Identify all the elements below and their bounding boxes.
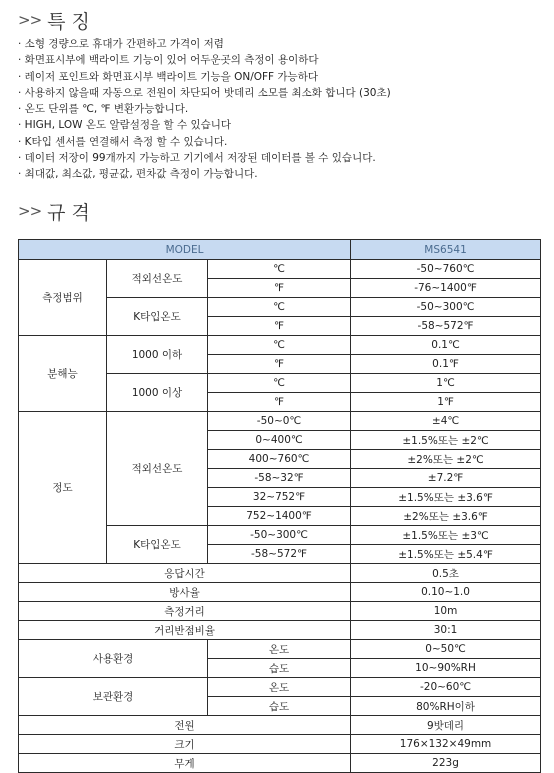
feature-item: · 사용하지 않을때 자동으로 전원이 차단되어 밧데리 소모를 최소화 합니다 (30초) bbox=[18, 86, 391, 99]
unit-cell: ℃ bbox=[208, 298, 351, 317]
value-cell: ±4℃ bbox=[351, 412, 541, 431]
unit-cell: ℃ bbox=[208, 336, 351, 355]
table-row bbox=[19, 583, 541, 602]
ds-ratio-label: 거리반점비율 bbox=[19, 621, 351, 640]
value-cell: -50~760℃ bbox=[351, 260, 541, 279]
table-row bbox=[19, 412, 541, 431]
features-heading bbox=[18, 8, 90, 32]
table-row bbox=[19, 564, 541, 583]
feature-item: · 화면표시부에 백라이트 기능이 있어 어두운곳의 측정이 용이하다 bbox=[18, 54, 319, 67]
value-cell: 1℃ bbox=[351, 374, 541, 393]
resolution-under-label: 1000 이하 bbox=[107, 336, 208, 374]
table-row bbox=[19, 602, 541, 621]
unit-cell: ℉ bbox=[208, 279, 351, 298]
spec-table bbox=[18, 239, 541, 773]
spec-title: 규 격 bbox=[47, 201, 90, 224]
range-cell: -58~32℉ bbox=[208, 469, 351, 488]
storage-temp-value: -20~60℃ bbox=[351, 678, 541, 697]
table-row bbox=[19, 336, 541, 355]
features-list bbox=[18, 36, 391, 183]
value-cell: -58~572℉ bbox=[351, 317, 541, 336]
operating-temp-label: 온도 bbox=[208, 640, 351, 659]
emissivity-value: 0.10~1.0 bbox=[351, 583, 541, 602]
range-label: 측정범위 bbox=[19, 260, 107, 336]
unit-cell: ℉ bbox=[208, 393, 351, 412]
response-time-value: 0.5초 bbox=[351, 564, 541, 583]
value-cell: ±2%또는 ±2℃ bbox=[351, 450, 541, 469]
range-k-label: K타입온도 bbox=[107, 298, 208, 336]
model-value: MS6541 bbox=[351, 240, 541, 260]
feature-item: · 레이저 포인트와 화면표시부 백라이트 기능을 ON/OFF 가능하다 bbox=[18, 70, 318, 83]
value-cell: 0.1℉ bbox=[351, 355, 541, 374]
accuracy-k-label: K타입온도 bbox=[107, 526, 208, 564]
distance-label: 측정거리 bbox=[19, 602, 351, 621]
storage-temp-label: 온도 bbox=[208, 678, 351, 697]
value-cell: ±2%또는 ±3.6℉ bbox=[351, 507, 541, 526]
value-cell: -50~300℃ bbox=[351, 298, 541, 317]
storage-humidity-value: 80%RH이하 bbox=[351, 697, 541, 716]
size-value: 176×132×49mm bbox=[351, 735, 541, 754]
feature-item: · 데이터 저장이 99개까지 가능하고 기기에서 저장된 데이터를 볼 수 있습니다. bbox=[18, 152, 376, 165]
operating-humidity-label: 습도 bbox=[208, 659, 351, 678]
feature-item: · HIGH, LOW 온도 알람설정을 할 수 있습니다 bbox=[18, 119, 232, 132]
value-cell: ±1.5%또는 ±3℃ bbox=[351, 526, 541, 545]
operating-label: 사용환경 bbox=[19, 640, 208, 678]
accuracy-ir-label: 적외선온도 bbox=[107, 412, 208, 526]
operating-temp-value: 0~50℃ bbox=[351, 640, 541, 659]
value-cell: ±1.5%또는 ±2℃ bbox=[351, 431, 541, 450]
size-label: 크기 bbox=[19, 735, 351, 754]
operating-humidity-value: 10~90%RH bbox=[351, 659, 541, 678]
value-cell: 1℉ bbox=[351, 393, 541, 412]
table-row bbox=[19, 678, 541, 697]
storage-humidity-label: 습도 bbox=[208, 697, 351, 716]
range-cell: 400~760℃ bbox=[208, 450, 351, 469]
value-cell: ±1.5%또는 ±5.4℉ bbox=[351, 545, 541, 564]
power-label: 전원 bbox=[19, 716, 351, 735]
table-row bbox=[19, 716, 541, 735]
double-chevron-icon: >> bbox=[18, 202, 42, 220]
double-chevron-icon: >> bbox=[18, 11, 42, 29]
spec-header-row bbox=[19, 240, 541, 260]
power-value: 9밧데리 bbox=[351, 716, 541, 735]
feature-item: · 최대값, 최소값, 평균값, 편차값 측정이 가능합니다. bbox=[18, 168, 258, 181]
weight-label: 무게 bbox=[19, 754, 351, 773]
value-cell: ±1.5%또는 ±3.6℉ bbox=[351, 488, 541, 507]
table-row bbox=[19, 260, 541, 279]
unit-cell: ℉ bbox=[208, 355, 351, 374]
unit-cell: ℃ bbox=[208, 260, 351, 279]
weight-value: 223g bbox=[351, 754, 541, 773]
range-cell: -50~0℃ bbox=[208, 412, 351, 431]
features-title: 특 징 bbox=[47, 10, 90, 33]
range-cell: 752~1400℉ bbox=[208, 507, 351, 526]
table-row bbox=[19, 640, 541, 659]
range-cell: -58~572℉ bbox=[208, 545, 351, 564]
table-row bbox=[19, 735, 541, 754]
storage-label: 보관환경 bbox=[19, 678, 208, 716]
resolution-over-label: 1000 이상 bbox=[107, 374, 208, 412]
unit-cell: ℉ bbox=[208, 317, 351, 336]
table-row bbox=[19, 621, 541, 640]
accuracy-label: 정도 bbox=[19, 412, 107, 564]
feature-item: · 소형 경량으로 휴대가 간편하고 가격이 저렴 bbox=[18, 38, 224, 50]
model-label: MODEL bbox=[19, 240, 351, 260]
resolution-label: 분해능 bbox=[19, 336, 107, 412]
feature-item: · K타입 센서를 연결해서 측정 할 수 있습니다. bbox=[18, 135, 228, 148]
ds-ratio-value: 30:1 bbox=[351, 621, 541, 640]
value-cell: -76~1400℉ bbox=[351, 279, 541, 298]
feature-item: · 온도 단위를 ℃, ℉ 변환가능합니다. bbox=[18, 103, 189, 116]
range-ir-label: 적외선온도 bbox=[107, 260, 208, 298]
value-cell: ±7.2℉ bbox=[351, 469, 541, 488]
table-row bbox=[19, 754, 541, 773]
response-time-label: 응답시간 bbox=[19, 564, 351, 583]
emissivity-label: 방사율 bbox=[19, 583, 351, 602]
distance-value: 10m bbox=[351, 602, 541, 621]
range-cell: -50~300℃ bbox=[208, 526, 351, 545]
value-cell: 0.1℃ bbox=[351, 336, 541, 355]
unit-cell: ℃ bbox=[208, 374, 351, 393]
spec-heading bbox=[18, 199, 90, 223]
range-cell: 32~752℉ bbox=[208, 488, 351, 507]
range-cell: 0~400℃ bbox=[208, 431, 351, 450]
